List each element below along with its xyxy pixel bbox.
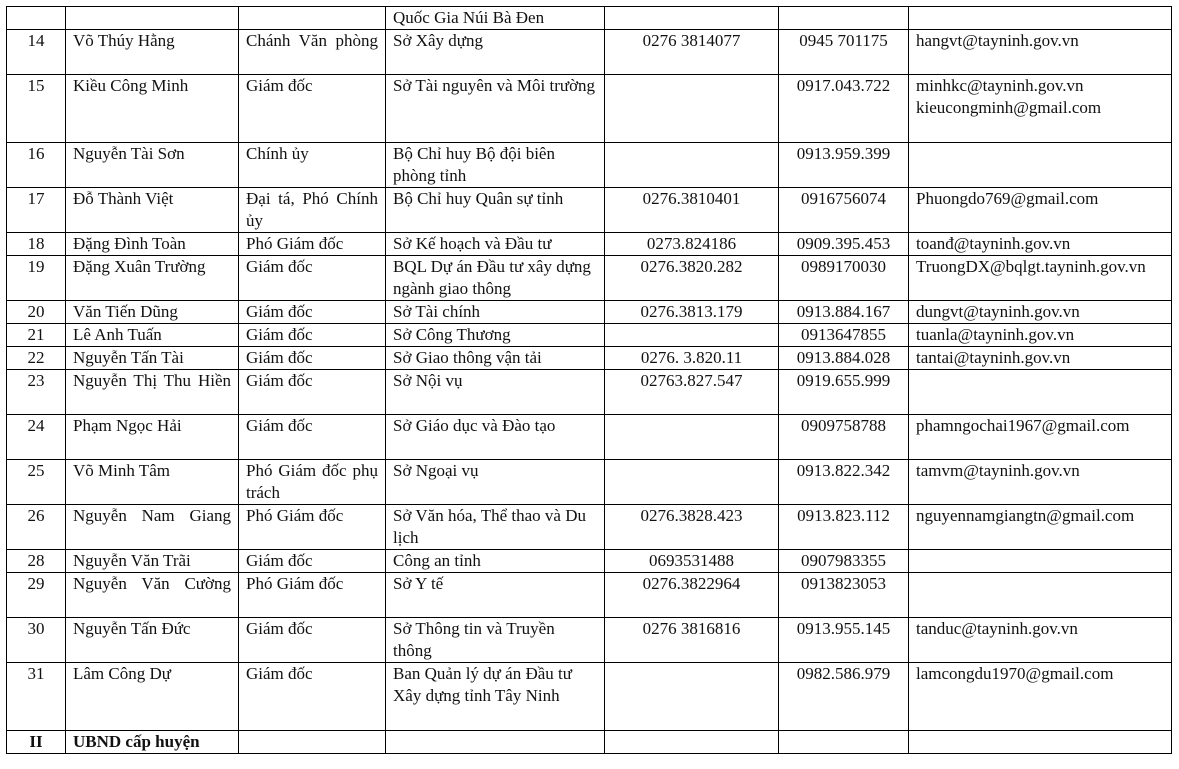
row-name: Nguyễn Văn Cường [66, 573, 239, 618]
row-phone [605, 415, 779, 460]
row-email: Phuongdo769@gmail.com [909, 188, 1172, 233]
row-mobile: 0913.884.028 [779, 347, 909, 370]
row-name [66, 7, 239, 30]
email-line: kieucongminh@gmail.com [916, 98, 1102, 117]
row-name: Nguyễn Tấn Tài [66, 347, 239, 370]
row-position: Chánh Văn phòng [239, 30, 386, 75]
row-phone: 0276 3814077 [605, 30, 779, 75]
row-stt: 19 [7, 256, 66, 301]
row-unit: Sở Y tế [386, 573, 605, 618]
table-row [7, 301, 1172, 324]
row-email: toanđ@tayninh.gov.vn [909, 233, 1172, 256]
row-position: Giám đốc [239, 75, 386, 143]
row-name: Đặng Đình Toàn [66, 233, 239, 256]
row-mobile: 0913.955.145 [779, 618, 909, 663]
empty-cell [605, 731, 779, 754]
row-stt: 16 [7, 143, 66, 188]
row-stt: 21 [7, 324, 66, 347]
table-row [7, 663, 1172, 731]
row-unit: Sở Xây dựng [386, 30, 605, 75]
row-position: Giám đốc [239, 347, 386, 370]
empty-cell [779, 731, 909, 754]
row-position: Giám đốc [239, 415, 386, 460]
row-name: Văn Tiến Dũng [66, 301, 239, 324]
row-email [909, 370, 1172, 415]
row-stt: 28 [7, 550, 66, 573]
row-stt: 26 [7, 505, 66, 550]
row-mobile: 0917.043.722 [779, 75, 909, 143]
row-unit: Sở Tài nguyên và Môi trường [386, 75, 605, 143]
row-unit: BQL Dự án Đầu tư xây dựng ngành giao thông [386, 256, 605, 301]
row-unit: Sở Giao thông vận tải [386, 347, 605, 370]
row-phone: 0276.3820.282 [605, 256, 779, 301]
table-row [7, 573, 1172, 618]
row-unit: Bộ Chỉ huy Bộ đội biên phòng tỉnh [386, 143, 605, 188]
row-email: phamngochai1967@gmail.com [909, 415, 1172, 460]
table-row [7, 370, 1172, 415]
row-position: Giám đốc [239, 256, 386, 301]
row-name: Nguyễn Tài Sơn [66, 143, 239, 188]
row-position: Giám đốc [239, 370, 386, 415]
row-email: nguyennamgiangtn@gmail.com [909, 505, 1172, 550]
row-email: hangvt@tayninh.gov.vn [909, 30, 1172, 75]
row-unit: Sở Thông tin và Truyền thông [386, 618, 605, 663]
row-name: Lê Anh Tuấn [66, 324, 239, 347]
table-row [7, 188, 1172, 233]
row-unit: Sở Kế hoạch và Đầu tư [386, 233, 605, 256]
row-stt: 14 [7, 30, 66, 75]
row-position: Phó Giám đốc [239, 505, 386, 550]
row-stt: 17 [7, 188, 66, 233]
row-stt: 25 [7, 460, 66, 505]
row-position: Giám đốc [239, 618, 386, 663]
row-email [909, 75, 1172, 143]
table-row [7, 460, 1172, 505]
empty-cell [386, 731, 605, 754]
row-email: TruongDX@bqlgt.tayninh.gov.vn [909, 256, 1172, 301]
table-row [7, 233, 1172, 256]
row-mobile: 0913.884.167 [779, 301, 909, 324]
table-row [7, 415, 1172, 460]
row-phone: 0273.824186 [605, 233, 779, 256]
row-stt: 15 [7, 75, 66, 143]
row-stt: 31 [7, 663, 66, 731]
table-row [7, 324, 1172, 347]
row-position [239, 7, 386, 30]
row-position: Phó Giám đốc phụ trách [239, 460, 386, 505]
row-phone: 0276.3822964 [605, 573, 779, 618]
row-position: Phó Giám đốc [239, 573, 386, 618]
row-position: Phó Giám đốc [239, 233, 386, 256]
table-row [7, 550, 1172, 573]
row-stt: 30 [7, 618, 66, 663]
row-name: Đỗ Thành Việt [66, 188, 239, 233]
row-mobile: 0913.959.399 [779, 143, 909, 188]
row-mobile: 0909758788 [779, 415, 909, 460]
row-unit: Ban Quản lý dự án Đầu tư Xây dựng tỉnh Tây Ninh [386, 663, 605, 731]
row-position: Giám đốc [239, 301, 386, 324]
table-row [7, 618, 1172, 663]
row-unit: Bộ Chỉ huy Quân sự tỉnh [386, 188, 605, 233]
row-position: Giám đốc [239, 324, 386, 347]
contact-table [6, 6, 1172, 754]
row-name: Lâm Công Dự [66, 663, 239, 731]
row-email: tanduc@tayninh.gov.vn [909, 618, 1172, 663]
row-stt [7, 7, 66, 30]
section-row [7, 731, 1172, 754]
row-mobile: 0913.822.342 [779, 460, 909, 505]
table-row [7, 143, 1172, 188]
row-phone: 0276.3828.423 [605, 505, 779, 550]
row-email [909, 550, 1172, 573]
row-email [909, 143, 1172, 188]
row-email: dungvt@tayninh.gov.vn [909, 301, 1172, 324]
row-unit: Sở Văn hóa, Thể thao và Du lịch [386, 505, 605, 550]
row-name: Nguyễn Văn Trãi [66, 550, 239, 573]
table-row [7, 7, 1172, 30]
row-phone [605, 143, 779, 188]
empty-cell [239, 731, 386, 754]
row-name: Kiều Công Minh [66, 75, 239, 143]
section-title: UBND cấp huyện [66, 731, 239, 754]
row-name: Đặng Xuân Trường [66, 256, 239, 301]
row-phone [605, 75, 779, 143]
row-phone: 0276.3810401 [605, 188, 779, 233]
row-phone: 0276. 3.820.11 [605, 347, 779, 370]
row-unit: Sở Giáo dục và Đào tạo [386, 415, 605, 460]
row-name: Võ Minh Tâm [66, 460, 239, 505]
row-mobile: 0982.586.979 [779, 663, 909, 731]
row-unit: Sở Công Thương [386, 324, 605, 347]
row-unit: Sở Tài chính [386, 301, 605, 324]
row-mobile: 0909.395.453 [779, 233, 909, 256]
row-stt: 23 [7, 370, 66, 415]
row-name: Nguyễn Tấn Đức [66, 618, 239, 663]
row-mobile: 0989170030 [779, 256, 909, 301]
row-email: lamcongdu1970@gmail.com [909, 663, 1172, 731]
row-name: Nguyễn Thị Thu Hiền [66, 370, 239, 415]
row-unit: Sở Ngoại vụ [386, 460, 605, 505]
table-row [7, 75, 1172, 143]
table-row [7, 505, 1172, 550]
row-stt: 22 [7, 347, 66, 370]
row-unit: Sở Nội vụ [386, 370, 605, 415]
row-phone [605, 324, 779, 347]
section-number: II [7, 731, 66, 754]
row-mobile: 0945 701175 [779, 30, 909, 75]
row-phone: 0276 3816816 [605, 618, 779, 663]
row-stt: 18 [7, 233, 66, 256]
row-email [909, 573, 1172, 618]
row-phone [605, 7, 779, 30]
row-position: Giám đốc [239, 550, 386, 573]
row-mobile [779, 7, 909, 30]
row-name: Võ Thúy Hằng [66, 30, 239, 75]
row-stt: 24 [7, 415, 66, 460]
row-phone: 0693531488 [605, 550, 779, 573]
row-phone [605, 460, 779, 505]
row-position: Giám đốc [239, 663, 386, 731]
row-email: tantai@tayninh.gov.vn [909, 347, 1172, 370]
row-unit: Quốc Gia Núi Bà Đen [386, 7, 605, 30]
row-phone: 0276.3813.179 [605, 301, 779, 324]
row-unit: Công an tỉnh [386, 550, 605, 573]
row-mobile: 0913.823.112 [779, 505, 909, 550]
row-mobile: 0916756074 [779, 188, 909, 233]
row-email: tamvm@tayninh.gov.vn [909, 460, 1172, 505]
table-row [7, 256, 1172, 301]
row-phone [605, 663, 779, 731]
row-mobile: 0907983355 [779, 550, 909, 573]
row-phone: 02763.827.547 [605, 370, 779, 415]
empty-cell [909, 731, 1172, 754]
row-name: Phạm Ngọc Hải [66, 415, 239, 460]
row-mobile: 0913823053 [779, 573, 909, 618]
table-row [7, 30, 1172, 75]
email-line: minhkc@tayninh.gov.vn [916, 76, 1084, 95]
row-stt: 20 [7, 301, 66, 324]
table-row [7, 347, 1172, 370]
row-stt: 29 [7, 573, 66, 618]
row-email [909, 7, 1172, 30]
row-email: tuanla@tayninh.gov.vn [909, 324, 1172, 347]
row-name: Nguyễn Nam Giang [66, 505, 239, 550]
row-position: Đại tá, Phó Chính ủy [239, 188, 386, 233]
row-mobile: 0913647855 [779, 324, 909, 347]
row-mobile: 0919.655.999 [779, 370, 909, 415]
row-position: Chính ủy [239, 143, 386, 188]
